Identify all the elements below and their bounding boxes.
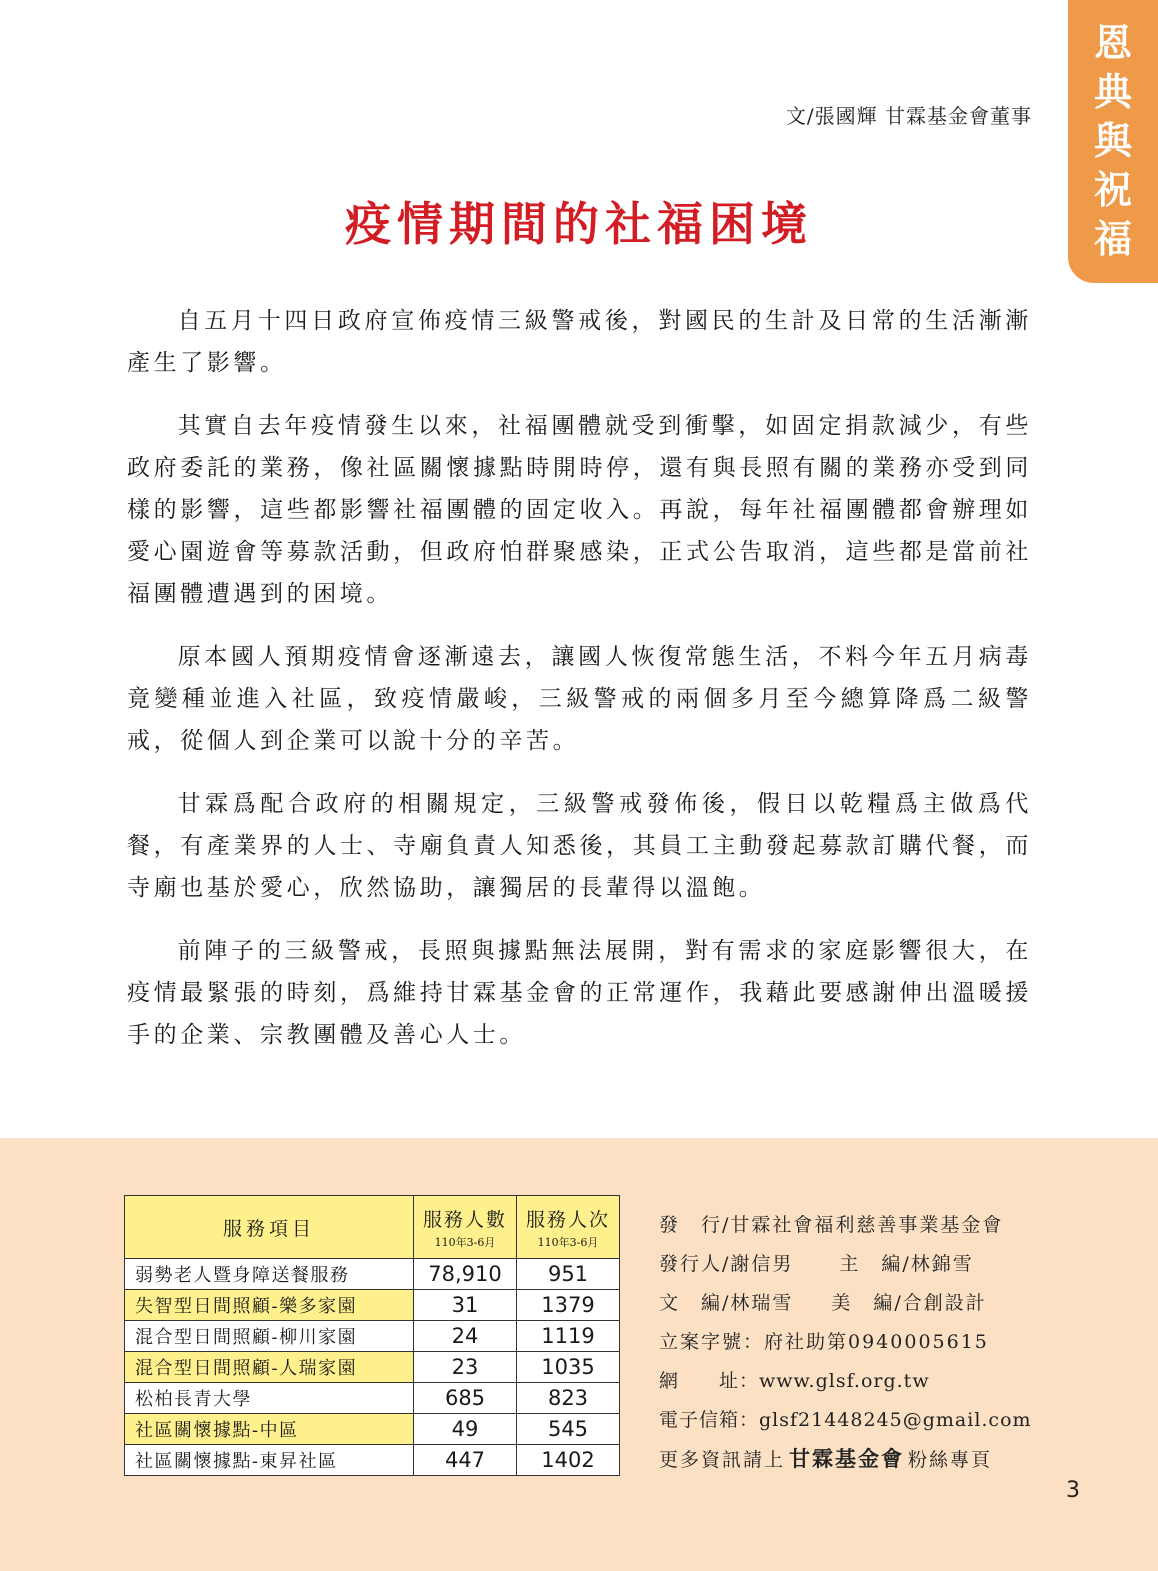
table-header-row [125,1196,620,1259]
service-visits: 1035 [517,1352,620,1383]
service-item: 社區關懷據點-中區 [125,1414,414,1445]
service-visits: 1119 [517,1321,620,1352]
service-item: 混合型日間照顧-柳川家園 [125,1321,414,1352]
fanpage-suffix: 粉絲專頁 [908,1449,993,1471]
table-row [125,1414,620,1445]
service-people: 78,910 [414,1259,517,1290]
service-item: 混合型日間照顧-人瑞家園 [125,1352,414,1383]
service-visits: 1402 [517,1445,620,1476]
service-visits: 823 [517,1383,620,1414]
service-people: 23 [414,1352,517,1383]
article-body [127,300,1032,1077]
section-tab-char: 恩 [1093,21,1132,65]
issuer-editor-line [659,1245,1059,1284]
service-item: 社區關懷據點-東昇社區 [125,1445,414,1476]
header-service-item: 服務項目 [125,1196,414,1259]
service-people: 685 [414,1383,517,1414]
service-people: 24 [414,1321,517,1352]
section-tab-char: 與 [1093,119,1132,163]
issuer: 發行人/謝信男 [659,1253,794,1275]
table-row [125,1352,620,1383]
service-stats-table [124,1195,620,1476]
fanpage-line [659,1440,1059,1480]
service-people: 49 [414,1414,517,1445]
table-row [125,1290,620,1321]
service-people: 447 [414,1445,517,1476]
table-row [125,1383,620,1414]
article-paragraph: 前陣子的三級警戒，長照與據點無法展開，對有需求的家庭影響很大，在疫情最緊張的時刻，爲維持甘霖基金會的正常運作，我藉此要感謝伸出溫暖援手的企業、宗教團體及善心人士。 [127,938,1032,1048]
header-people-period: 110年3-6月 [434,1235,496,1249]
service-item: 松柏長青大學 [125,1383,414,1414]
editors-line [659,1284,1059,1323]
registration-line: 立案字號：府社助第0940005615 [659,1331,989,1353]
service-item: 弱勢老人暨身障送餐服務 [125,1259,414,1290]
table-row [125,1445,620,1476]
fanpage-brand: 甘霖基金會 [789,1447,905,1471]
service-item: 失智型日間照顧-樂多家園 [125,1290,414,1321]
article-paragraph: 其實自去年疫情發生以來，社福團體就受到衝擊，如固定捐款減少，有些政府委託的業務，像社區關懷據點時開時停，還有與長照有關的業務亦受到同樣的影響，這些都影響社福團體的固定收入。再說，每年社福團體都會辦理如愛心園遊會等募款活動，但政府怕群聚感染，正式公告取消，這些都是當前社福團體遭遇到的困境。 [127,413,1032,607]
service-visits: 1379 [517,1290,620,1321]
article-paragraph: 原本國人預期疫情會逐漸遠去，讓國人恢復常態生活，不料今年五月病毒竟變種並進入社區，致疫情嚴峻，三級警戒的兩個多月至今總算降爲二級警戒，從個人到企業可以說十分的辛苦。 [127,644,1032,754]
service-visits: 951 [517,1259,620,1290]
table-row [125,1321,620,1352]
fanpage-prefix: 更多資訊請上 [659,1449,786,1471]
article-title: 疫情期間的社福困境 [345,197,813,251]
email-line: 電子信箱：glsf21448245@gmail.com [659,1409,1032,1431]
service-visits: 545 [517,1414,620,1445]
website-line: 網 址：www.glsf.org.tw [659,1370,930,1392]
editor-in-chief: 主 編/林錦雪 [839,1253,974,1275]
header-visits-label: 服務人次 [525,1208,610,1231]
publication-info [659,1206,1059,1480]
header-visits-period: 110年3-6月 [537,1235,599,1249]
header-people-label: 服務人數 [422,1208,507,1231]
text-editor: 文 編/林瑞雪 [659,1292,794,1314]
section-tab-char: 典 [1093,70,1132,114]
page-number: 3 [1066,1478,1080,1503]
publisher-line: 發 行/甘霖社會福利慈善事業基金會 [659,1214,1004,1236]
article-paragraph: 甘霖爲配合政府的相關規定，三級警戒發佈後，假日以乾糧爲主做爲代餐，有產業界的人士、寺廟負責人知悉後，其員工主動發起募款訂購代餐，而寺廟也基於愛心，欣然協助，讓獨居的長輩得以溫飽。 [127,791,1032,901]
article-paragraph: 自五月十四日政府宣佈疫情三級警戒後，對國民的生計及日常的生活漸漸產生了影響。 [127,308,1032,376]
art-editor: 美 編/合創設計 [831,1292,987,1314]
section-tab-char: 祝 [1093,168,1132,212]
table-row [125,1259,620,1290]
header-visits [517,1196,620,1259]
section-tab-char: 福 [1093,217,1132,261]
header-people [414,1196,517,1259]
author-byline: 文/張國輝 甘霖基金會董事 [785,104,1032,128]
service-people: 31 [414,1290,517,1321]
